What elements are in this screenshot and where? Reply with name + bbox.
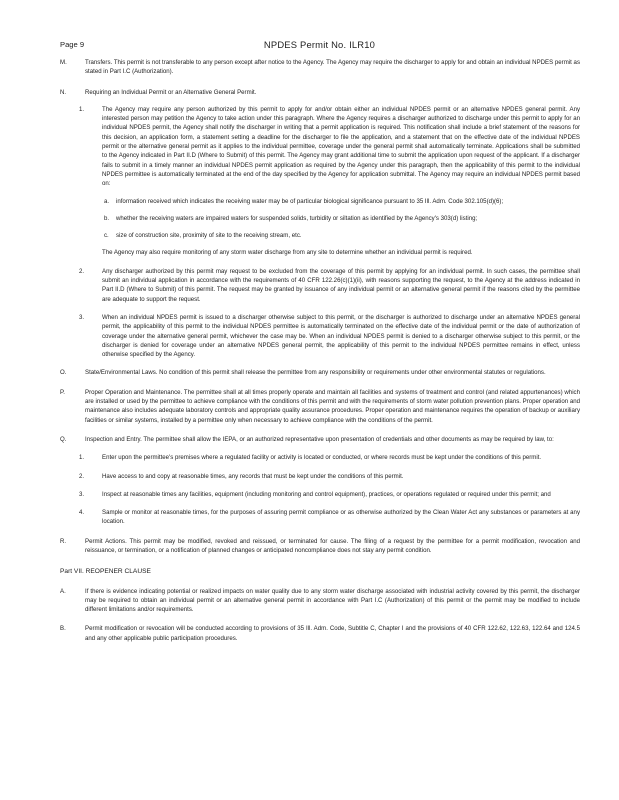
part-heading: Part VII. REOPENER CLAUSE (60, 568, 151, 576)
monitoring-note: The Agency may also require monitoring of any storm water discharge from any site to determine whether an individual permit is required. (102, 249, 473, 257)
item-q4 (60, 508, 580, 527)
section-text: Inspection and Entry. The permittee shall allow the IEPA, or an authorized representative upon presentation of credentials and other documents as may be required by law, to: (85, 435, 554, 443)
item-q3 (60, 490, 580, 499)
section-label: O. (60, 369, 67, 377)
section-text: Transfers. This permit is not transferable to any person except after notice to the Agency. The Agency may require the discharger to apply for and obtain an individual NPDES permit as stated in Part I.C (Authorization). (85, 59, 580, 76)
subitem-a (60, 197, 580, 206)
section-label: Q. (60, 435, 67, 443)
item-text: Any discharger authorized by this permit may request to be excluded from the coverage of this permit by applying for an individual permit. In such cases, the permittee shall submit an individual application in accordance with the requirements of 40 CFR 122.26(c)(1)(ii), with reasons supporting the request, to the Agency at the address indicated in Part II.D (Where to Submit) of this permit. The request may be granted by issuance of any individual permit or an alternative general permit if the reasons cited by the permittee are adequate to support the request. (102, 267, 580, 303)
section-label: A. (60, 587, 66, 595)
item-label: 2. (79, 472, 85, 480)
item-label: 2. (79, 267, 85, 275)
item-q2 (60, 472, 580, 481)
section-r (60, 537, 580, 556)
permit-number: NPDES Permit No. ILR10 (263, 39, 376, 50)
item-n1 (60, 105, 580, 189)
subitem-text: size of construction site, proximity of site to the receiving stream, etc. (116, 232, 302, 240)
subitem-label: c. (104, 232, 109, 240)
section-label: R. (60, 537, 67, 545)
section-b (60, 624, 580, 643)
section-label: B. (60, 625, 66, 633)
section-a (60, 587, 580, 615)
section-o (60, 368, 580, 377)
item-n2 (60, 267, 580, 304)
subitem-text: whether the receiving waters are impaired waters for suspended solids, turbidity or siltation as identified by the Agency's 303(d) listing; (116, 214, 478, 222)
section-text: Proper Operation and Maintenance. The permittee shall at all times properly operate and maintain all facilities and systems of treatment and control (and related appurtenances) which are installed or used by the permittee to achieve compliance with the conditions of this permit and with the requirements of storm water pollution prevention plans. Proper operation and maintenance also includes adequate laboratory controls and appropriate quality assurance procedures. Proper operation and maintenance requires the operation of backup or auxiliary facilities or similar systems, installed by a permittee only when necessary to achieve compliance with the conditions of the permit. (85, 388, 580, 424)
section-label: P. (60, 388, 65, 396)
item-text: Sample or monitor at reasonable times, for the purposes of assuring permit compliance or as otherwise authorized by the Clean Water Act any substances or parameters at any location. (102, 509, 580, 526)
item-label: 3. (79, 313, 85, 321)
section-label: M. (60, 59, 67, 66)
item-n3 (60, 313, 580, 359)
section-label: N. (60, 88, 67, 96)
subitem-label: b. (104, 214, 110, 222)
item-label: 3. (79, 490, 85, 498)
section-q (60, 435, 580, 444)
section-text: State/Environmental Laws. No condition of this permit shall release the permittee from any responsibility or requirements under other environmental statutes or regulations. (85, 369, 546, 377)
page-header (60, 40, 579, 52)
section-text: Permit modification or revocation will be conducted according to provisions of 35 Ill. Adm. Code, Subtitle C, Chapter I and the provisions of 40 CFR 122.62, 122.63, 122.64 and 124.5 and any other applicable public participation procedures. (85, 625, 580, 642)
item-text: The Agency may require any person authorized by this permit to apply for and/or obtain either an individual NPDES permit or an alternative NPDES general permit. Any interested person may petition the Agency to take action under this paragraph. Where the Agency requires a discharger authorized to discharge under this permit to apply for an individual NPDES permit, the Agency shall notify the discharger in writing that a permit application is required. This notification shall include a brief statement of the reasons for this decision, an application form, a statement setting a deadline for the discharger to file the application, and a statement that on the effective date of the individual NPDES permit or the alternative general permit as it applies to the individual permittee, coverage under the general permit shall automatically terminate. Applications shall be submitted to the Agency indicated in Part II.D (Where to Submit) of this permit. The Agency may grant additional time to submit the application upon request of the applicant. If a discharger fails to submit in a timely manner an individual NPDES permit application as required by the Agency under this paragraph, then the applicability of this permit to the individual NPDES permittee is automatically terminated at the end of the day specified by the Agency for application submittal. The Agency may require an individual NPDES permit based on: (102, 105, 580, 188)
subitem-label: a. (104, 197, 110, 205)
section-m (60, 58, 580, 77)
section-n (60, 88, 580, 97)
item-label: 4. (79, 509, 85, 517)
section-text: If there is evidence indicating potential or realized impacts on water quality due to any storm water discharge associated with industrial activity covered by this permit, the discharger may be required to obtain an individual permit or an alternative general permit in accordance with Part I.C (Authorization) of this permit or the permit may be modified to include different limitations and/or requirements. (85, 587, 580, 614)
item-text: Have access to and copy at reasonable times, any records that must be kept under the conditions of this permit. (102, 472, 404, 480)
section-heading: Requiring an Individual Permit or an Alternative General Permit. (85, 88, 257, 96)
item-text: When an individual NPDES permit is issued to a discharger otherwise subject to this permit, or the discharger is authorized to discharge under an alternative NPDES general permit, the applicability of this permit to the individual NPDES permittee is automatically terminated on the effective date of the individual permit or the date of authorization of coverage under the alternative general permit, whichever the case may be. When an individual NPDES permit is denied to a discharger otherwise subject to this permit, or the discharger is denied for coverage under an alternative NPDES general permit, the applicability of this permit to the individual NPDES permittee remains in effect, unless otherwise specified by the Agency. (102, 313, 580, 359)
item-text: Enter upon the permittee's premises where a regulated facility or activity is located or conducted, or where records must be kept under the conditions of this permit. (102, 454, 542, 462)
page-number: Page 9 (60, 40, 85, 49)
document-body (60, 58, 580, 643)
subitem-b (60, 214, 580, 223)
item-q1 (60, 453, 580, 462)
subitem-c (60, 231, 580, 240)
item-text: Inspect at reasonable times any facilities, equipment (including monitoring and control equipment), practices, or operations regulated or required under this permit; and (102, 490, 551, 498)
section-p (60, 388, 580, 425)
item-label: 1. (79, 105, 85, 113)
item-label: 1. (79, 454, 85, 462)
section-text: Permit Actions. This permit may be modified, revoked and reissued, or terminated for cause. The filing of a request by the permittee for a permit modification, revocation and reissuance, or termination, or a notification of planned changes or anticipated noncompliance does not stay any permit condition. (85, 537, 580, 554)
subitem-text: information received which indicates the receiving water may be of particular biological significance pursuant to 35 Ill. Adm. Code 302.105(d)(6); (116, 197, 504, 205)
